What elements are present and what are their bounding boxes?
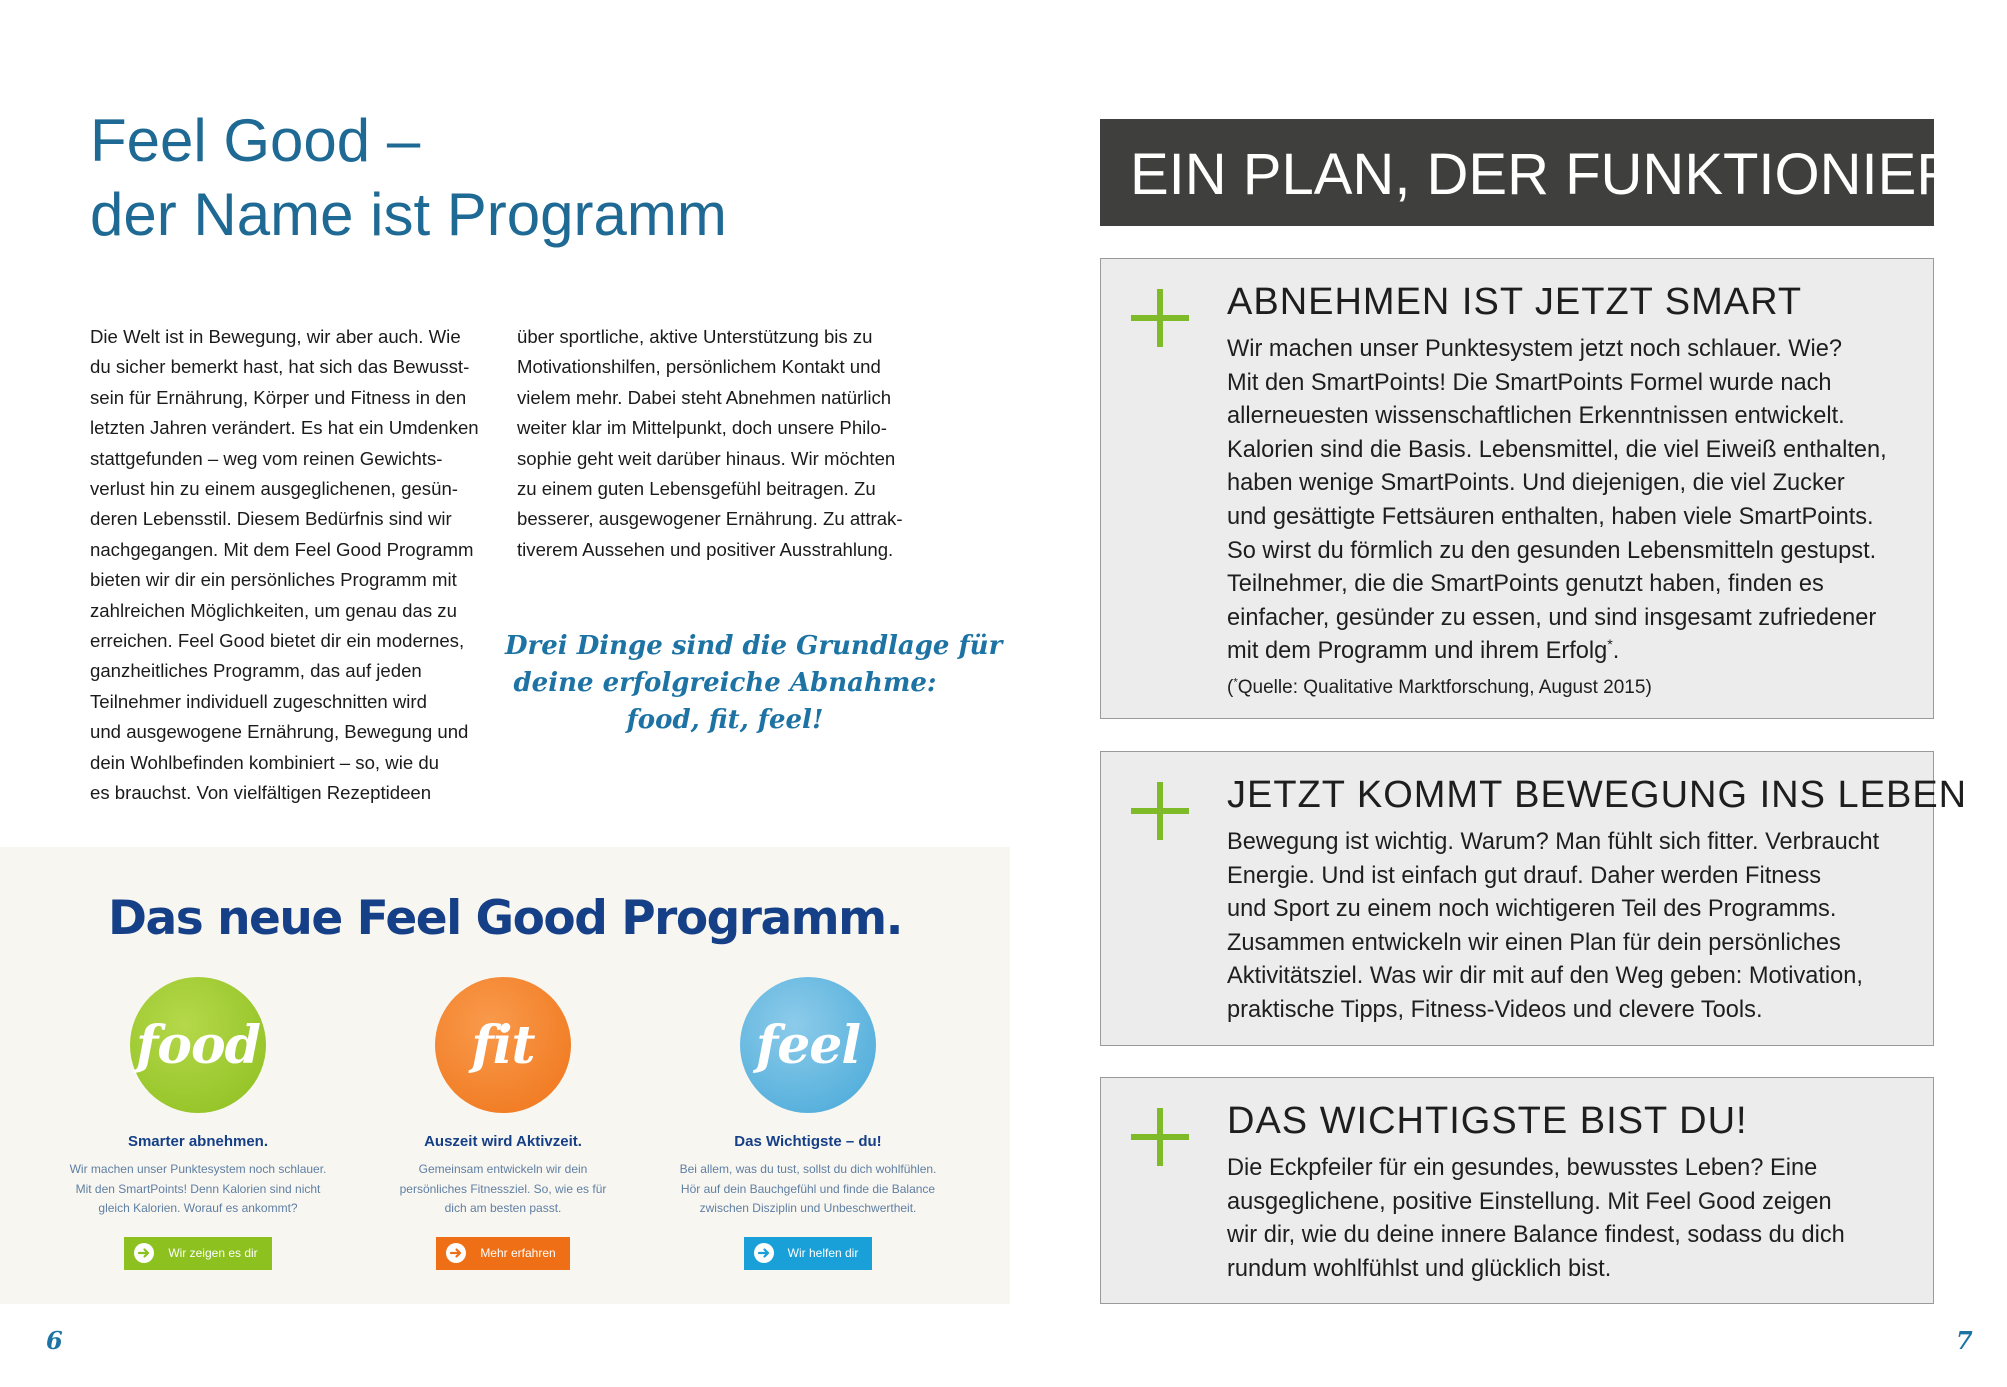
- text-line: sophie geht weit darüber hinaus. Wir möchten: [517, 447, 896, 469]
- body-line: Energie. Und ist einfach gut drauf. Daher werden Fitness: [1227, 862, 1822, 889]
- text-line: dein Wohlbefinden kombiniert – so, wie du: [90, 751, 440, 773]
- desc-line: Hör auf dein Bauchgefühl und finde die Balance: [680, 1181, 936, 1196]
- body-line: praktische Tipps, Fitness-Videos und clevere Tools.: [1227, 996, 1763, 1023]
- banner-title: EIN PLAN, DER FUNKTIONIERT: [1130, 142, 1993, 207]
- promo-column-feel: [658, 977, 958, 1270]
- intro-column-2: [517, 322, 937, 565]
- text-line: verlust hin zu einem ausgeglichenen, gesün-: [90, 478, 458, 500]
- body-line: Kalorien sind die Basis. Lebensmittel, die viel Eiweiß enthalten,: [1227, 436, 1887, 463]
- promo-column-title: Smarter abnehmen.: [127, 1133, 269, 1150]
- button-label: Wir helfen dir: [787, 1246, 859, 1260]
- section-banner: [1100, 119, 1993, 226]
- desc-line: Bei allem, was du tust, sollst du dich wohlfühlen.: [679, 1162, 937, 1176]
- box-footnote: [1227, 677, 1652, 699]
- desc-line: dich am besten passt.: [444, 1201, 562, 1215]
- text-line: zahlreichen Möglichkeiten, um genau das zu: [90, 599, 457, 621]
- quote-line: food, fit, feel!: [626, 705, 824, 735]
- page-title: [90, 104, 990, 252]
- text-line: über sportliche, aktive Unterstützung bis zu: [517, 326, 873, 347]
- desc-line: persönliches Fitnessziel. So, wie es für: [399, 1181, 607, 1196]
- promo-column-description: [353, 1160, 653, 1219]
- wir-helfen-dir-button[interactable]: [744, 1237, 873, 1270]
- body-line: wir dir, wie du deine innere Balance findest, sodass du dich: [1227, 1222, 1845, 1249]
- info-box-bewegung: [1100, 751, 1968, 1046]
- body-line: allerneuesten wissenschaftlichen Erkenntnissen entwickelt.: [1227, 403, 1845, 430]
- promo-column-title: Auszeit wird Aktivzeit.: [424, 1133, 582, 1150]
- promo-column-food: [48, 977, 348, 1270]
- body-line: Mit den SmartPoints! Die SmartPoints Formel wurde nach: [1227, 369, 1832, 396]
- arrow-right-icon: [134, 1243, 154, 1263]
- text-line: du sicher bemerkt hast, hat sich das Bewusst-: [90, 356, 470, 378]
- body-line: und gesättigte Fettsäuren enthalten, haben viele SmartPoints.: [1227, 503, 1874, 530]
- arrow-right-icon: [446, 1243, 466, 1263]
- text-line: nachgegangen. Mit dem Feel Good Programm: [90, 538, 474, 560]
- body-line: einfacher, gesünder zu essen, und sind insgesamt zufriedener: [1227, 604, 1877, 631]
- arrow-right-icon: [754, 1243, 774, 1263]
- button-label: Mehr erfahren: [480, 1246, 556, 1260]
- text-line: deren Lebensstil. Diesem Bedürfnis sind wir: [90, 508, 452, 530]
- desc-line: Gemeinsam entwickeln wir dein: [418, 1162, 588, 1176]
- page-number-right: 7: [1956, 1326, 1973, 1355]
- text-line: Teilnehmer individuell zugeschnitten wird: [90, 690, 427, 712]
- plus-icon: [1131, 289, 1189, 347]
- text-line: zu einem guten Lebensgefühl beitragen. Zu: [517, 478, 876, 500]
- body-line-text: mit dem Programm und ihrem Erfolg: [1227, 638, 1608, 665]
- desc-line: Mit den SmartPoints! Denn Kalorien sind nicht: [75, 1181, 321, 1196]
- text-line: Motivationshilfen, persönlichem Kontakt und: [517, 356, 881, 378]
- text-line: erreichen. Feel Good bietet dir ein modernes,: [90, 630, 465, 652]
- intro-column-1: [90, 322, 500, 809]
- body-line: mit dem Programm und ihrem Erfolg*.: [1227, 637, 1620, 665]
- quote-line: deine erfolgreiche Abnahme:: [513, 668, 937, 698]
- box-heading: JETZT KOMMT BEWEGUNG INS LEBEN: [1227, 774, 1968, 816]
- body-line: haben wenige SmartPoints. Und diejenigen, die viel Zucker: [1227, 470, 1845, 497]
- promo-column-fit: [353, 977, 653, 1270]
- body-line: Aktivitätsziel. Was wir dir mit auf den Weg geben: Motivation,: [1227, 963, 1863, 990]
- fit-circle-badge: fit: [435, 977, 571, 1113]
- button-label: Wir zeigen es dir: [168, 1246, 258, 1260]
- body-line: Wir machen unser Punktesystem jetzt noch schlauer. Wie?: [1227, 336, 1843, 362]
- body-line: Die Eckpfeiler für ein gesundes, bewusstes Leben? Eine: [1227, 1155, 1818, 1181]
- page-number-left: 6: [46, 1326, 63, 1355]
- promo-column-title: Das Wichtigste – du!: [734, 1133, 882, 1150]
- footnote-paren: (: [1227, 677, 1234, 698]
- body-line: Zusammen entwickeln wir einen Plan für dein persönliches: [1227, 929, 1841, 956]
- footnote-text: Quelle: Qualitative Marktforschung, August 2015): [1237, 677, 1652, 698]
- box-heading: ABNEHMEN IST JETZT SMART: [1227, 281, 1803, 323]
- info-box-wichtigste: [1100, 1077, 1934, 1304]
- body-line: Bewegung ist wichtig. Warum? Man fühlt sich fitter. Verbraucht: [1227, 829, 1880, 855]
- text-line: weiter klar im Mittelpunkt, doch unsere Philo-: [517, 417, 887, 439]
- program-promo-panel: [0, 847, 1010, 1304]
- info-box-smart: [1100, 258, 1934, 719]
- body-line: ausgeglichene, positive Einstellung. Mit Feel Good zeigen: [1227, 1188, 1832, 1215]
- desc-line: zwischen Disziplin und Unbeschwertheit.: [699, 1201, 917, 1215]
- plus-icon: [1131, 1108, 1189, 1166]
- handwritten-quote: [505, 628, 1003, 739]
- promo-column-description: [658, 1160, 958, 1219]
- text-line: stattgefunden – weg vom reinen Gewichts-: [90, 447, 443, 469]
- text-line: besserer, ausgewogener Ernährung. Zu attrak-: [517, 508, 903, 530]
- text-line: Die Welt ist in Bewegung, wir aber auch. Wie: [90, 326, 461, 347]
- text-line: ganzheitliches Programm, das auf jeden: [90, 660, 422, 682]
- text-line: vielem mehr. Dabei steht Abnehmen natürlich: [517, 386, 892, 408]
- text-line: letzten Jahren verändert. Es hat ein Umdenken: [90, 417, 479, 439]
- box-heading: DAS WICHTIGSTE BIST DU!: [1227, 1100, 1748, 1142]
- body-line: So wirst du förmlich zu den gesunden Lebensmitteln gestupst.: [1227, 537, 1877, 564]
- plus-icon: [1131, 782, 1189, 840]
- footnote-mark: *: [1607, 637, 1613, 654]
- feel-circle-badge: feel: [740, 977, 876, 1113]
- wir-zeigen-es-dir-button[interactable]: [124, 1237, 271, 1270]
- promo-title: Das neue Feel Good Programm.: [108, 891, 902, 946]
- promo-column-description: [48, 1160, 348, 1219]
- desc-line: gleich Kalorien. Worauf es ankommt?: [98, 1201, 298, 1215]
- box-body: [1227, 826, 1879, 1028]
- body-line: Teilnehmer, die die SmartPoints genutzt haben, finden es: [1227, 571, 1824, 598]
- text-line: bieten wir dir ein persönliches Programm mit: [90, 569, 457, 591]
- food-circle-badge: food: [130, 977, 266, 1113]
- mehr-erfahren-button[interactable]: [436, 1237, 569, 1270]
- text-line: sein für Ernährung, Körper und Fitness in den: [90, 386, 467, 408]
- title-line: Feel Good –: [90, 107, 421, 174]
- body-line: rundum wohlfühlst und glücklich bist.: [1227, 1255, 1612, 1282]
- box-body: [1227, 1152, 1845, 1286]
- desc-line: Wir machen unser Punktesystem noch schlauer.: [69, 1162, 327, 1176]
- footnote-mark: *: [1233, 676, 1238, 689]
- title-line: der Name ist Programm: [90, 181, 727, 248]
- quote-line: Drei Dinge sind die Grundlage für: [505, 631, 1003, 661]
- body-line: und Sport zu einem noch wichtigeren Teil des Programms.: [1227, 896, 1837, 923]
- text-line: und ausgewogene Ernährung, Bewegung und: [90, 721, 469, 743]
- text-line: tiverem Aussehen und positiver Ausstrahlung.: [517, 538, 894, 560]
- text-line: es brauchst. Von vielfältigen Rezeptideen: [90, 782, 432, 804]
- box-body: [1227, 333, 1887, 669]
